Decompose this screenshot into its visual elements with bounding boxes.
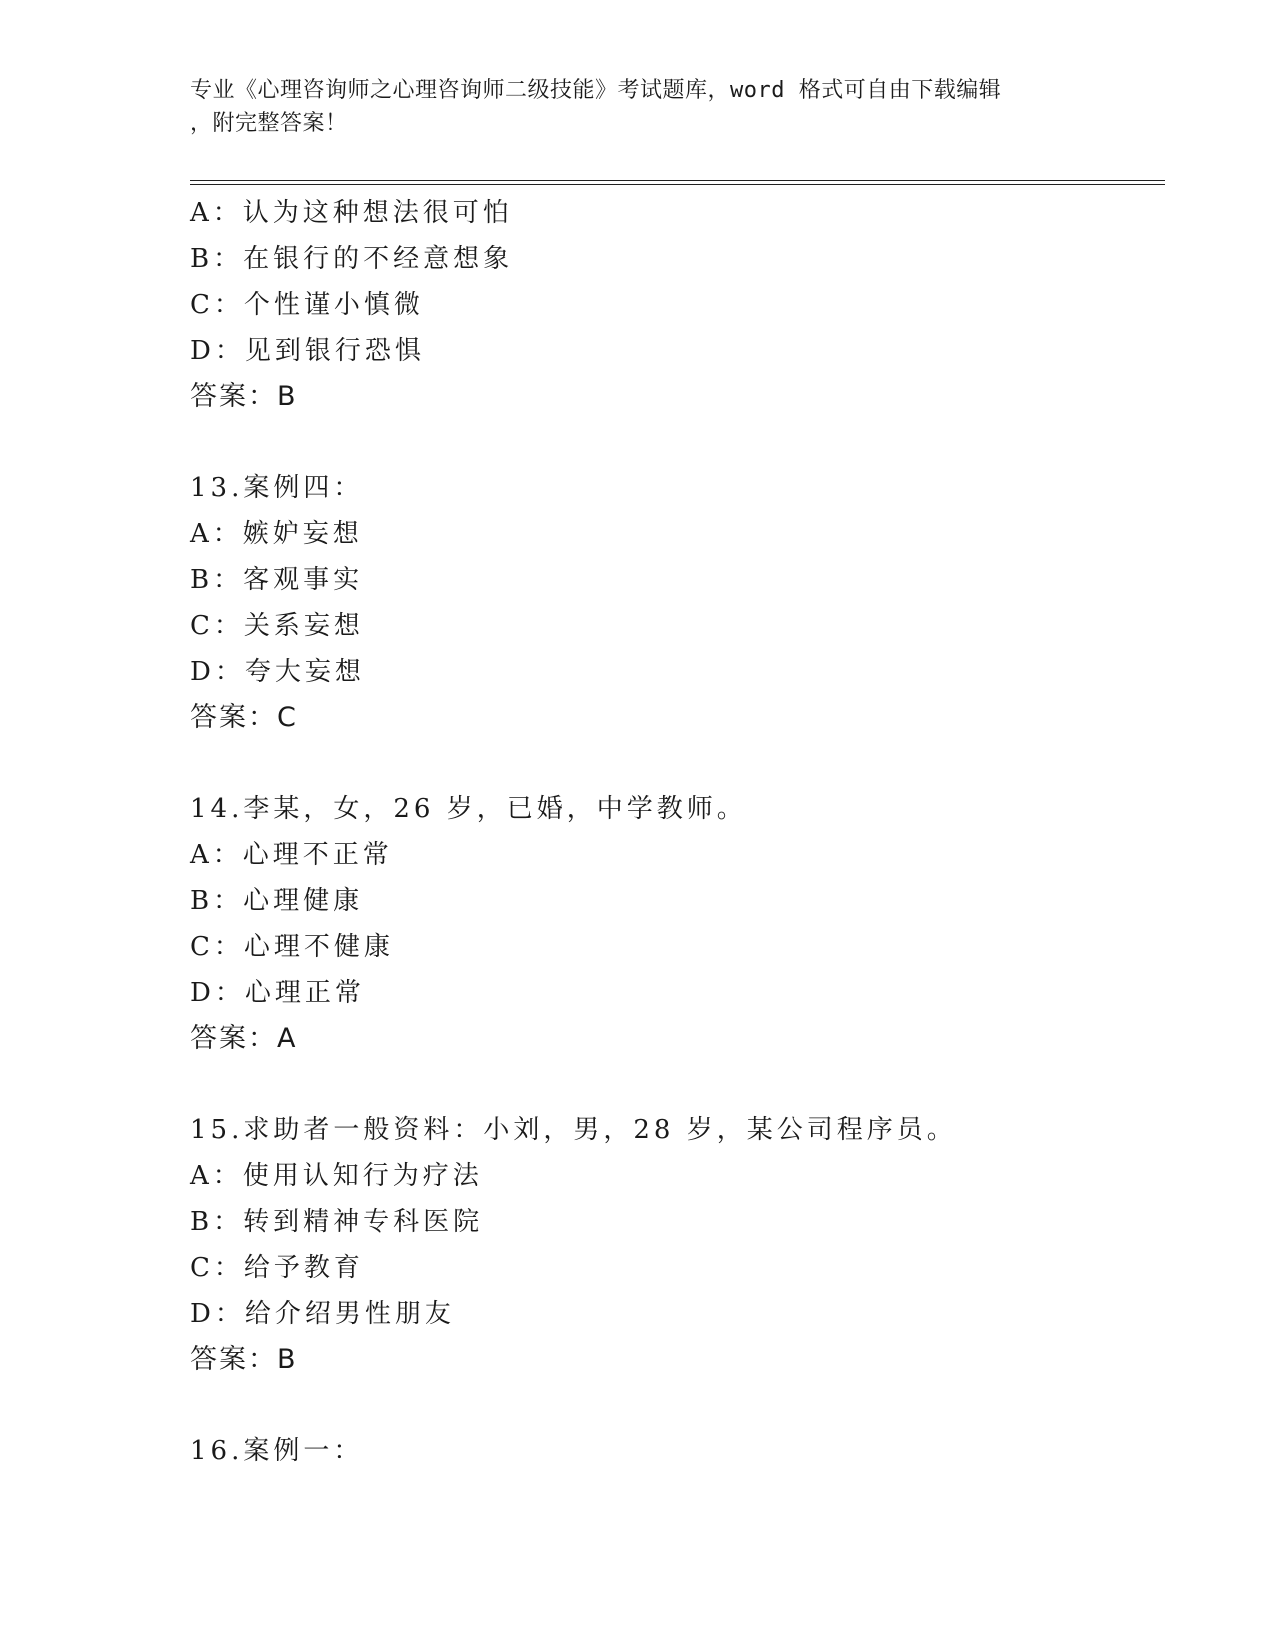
spacer [190,741,1170,786]
header-line-2: ，附完整答案！ [190,111,348,136]
option-b: B：心理健康 [190,886,364,916]
option-c: C：给予教育 [190,1253,364,1283]
option-d: D：见到银行恐惧 [190,336,425,366]
option-b: B：在银行的不经意想象 [190,244,514,274]
question-stem: 14.李某，女，26 岁，已婚，中学教师。 [190,794,747,824]
header-divider [190,180,1165,185]
page-header [190,74,1090,140]
question-stem: 16.案例一： [190,1436,364,1466]
spacer [190,420,1170,465]
question-block [190,465,1170,741]
option-d: D：给介绍男性朋友 [190,1299,455,1329]
question-stem: 13.案例四： [190,473,364,503]
option-c: C：关系妄想 [190,611,364,641]
question-list [190,190,1170,1474]
option-d: D：心理正常 [190,978,365,1008]
option-a: A：嫉妒妄想 [190,519,363,549]
option-c: C：个性谨小慎微 [190,290,424,320]
option-a: A：认为这种想法很可怕 [190,198,513,228]
question-block [190,1428,1170,1474]
spacer [190,1383,1170,1428]
header-line-1: 专业《心理咨询师之心理咨询师二级技能》考试题库，word 格式可自由下载编辑 [190,78,1002,103]
spacer [190,1062,1170,1107]
option-b: B：客观事实 [190,565,364,595]
answer-line: 答案：C [190,702,298,733]
answer-line: 答案：B [190,381,298,412]
question-block [190,786,1170,1062]
option-d: D：夸大妄想 [190,657,365,687]
option-c: C：心理不健康 [190,932,394,962]
question-block [190,190,1170,420]
question-block [190,1107,1170,1383]
question-stem: 15.求助者一般资料：小刘，男，28 岁，某公司程序员。 [190,1115,957,1145]
option-a: A：心理不正常 [190,840,393,870]
answer-line: 答案：A [190,1023,298,1054]
answer-line: 答案：B [190,1344,298,1375]
option-a: A：使用认知行为疗法 [190,1161,483,1191]
option-b: B：转到精神专科医院 [190,1207,484,1237]
